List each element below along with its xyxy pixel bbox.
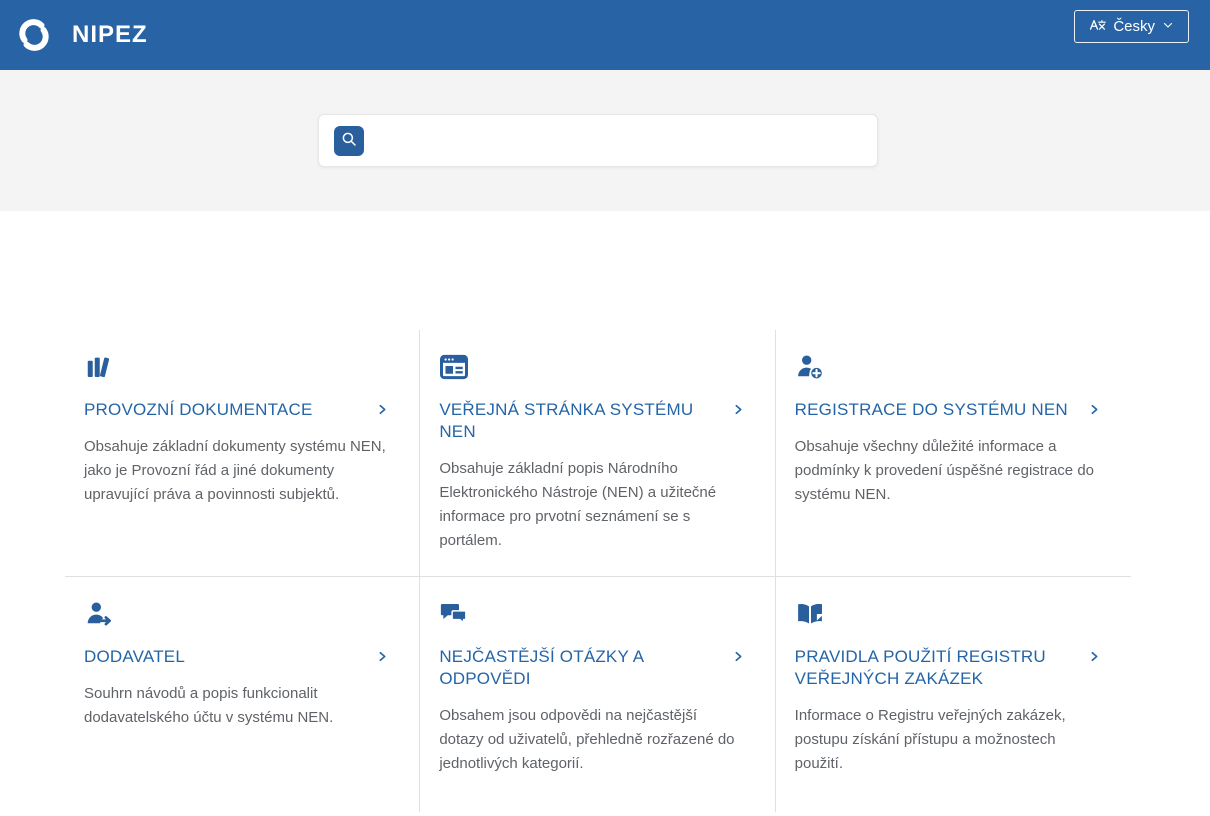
card-title: PROVOZNÍ DOKUMENTACE xyxy=(84,400,313,419)
card-description: Obsahuje základní popis Národního Elektronického Nástroje (NEN) a užitečné informace pro prvotní seznámení se s portálem. xyxy=(439,460,717,549)
chat-bubbles-icon xyxy=(439,599,744,629)
card-otazky-odpovedi xyxy=(420,577,775,812)
card-dodavatel xyxy=(65,577,420,812)
brand-title: NIPEZ xyxy=(72,21,148,48)
card-description: Obsahuje základní dokumenty systému NEN, jako je Provozní řád a jiné dokumenty upravující práva a povinnosti subjektů. xyxy=(84,438,386,503)
card-title: REGISTRACE DO SYSTÉMU NEN xyxy=(794,400,1068,419)
card-description: Obsahuje všechny důležité informace a podmínky k provedení úspěšné registrace do systému NEN. xyxy=(794,438,1094,503)
card-description: Obsahem jsou odpovědi na nejčastější dotazy od uživatelů, přehledně rozřazené do jednotlivých kategorií. xyxy=(439,707,735,772)
search-bar xyxy=(318,114,878,167)
card-title: NEJČASTĚJŠÍ OTÁZKY A ODPOVĚDI xyxy=(439,647,644,688)
chevron-down-icon xyxy=(1162,18,1174,35)
card-description: Informace o Registru veřejných zakázek, postupu získání přístupu a možnostech použití. xyxy=(794,707,1066,772)
cards-grid xyxy=(65,330,1131,812)
card-link[interactable] xyxy=(439,646,744,690)
card-title: VEŘEJNÁ STRÁNKA SYSTÉMU NEN xyxy=(439,400,694,441)
chevron-right-icon xyxy=(376,650,389,668)
language-label: Česky xyxy=(1113,18,1155,35)
chevron-right-icon xyxy=(376,403,389,421)
chevron-right-icon xyxy=(1088,650,1101,668)
card-verejna-stranka xyxy=(420,330,775,577)
search-button[interactable] xyxy=(334,126,364,156)
swirl-logo-icon xyxy=(12,13,56,57)
card-link[interactable] xyxy=(439,399,744,443)
card-link[interactable] xyxy=(795,399,1101,421)
card-description: Souhrn návodů a popis funkcionalit dodavatelského účtu v systému NEN. xyxy=(84,685,334,726)
language-selector-button[interactable] xyxy=(1074,10,1189,43)
person-add-icon xyxy=(795,352,1101,382)
chevron-right-icon xyxy=(732,650,745,668)
open-book-icon xyxy=(795,599,1101,629)
card-title: PRAVIDLA POUŽITÍ REGISTRU VEŘEJNÝCH ZAKÁZEK xyxy=(794,647,1046,688)
search-icon xyxy=(340,130,358,151)
person-arrow-icon xyxy=(84,599,389,629)
card-pravidla-registru xyxy=(776,577,1131,812)
card-link[interactable] xyxy=(84,646,389,668)
card-link[interactable] xyxy=(795,646,1101,690)
search-band xyxy=(0,70,1210,211)
books-icon xyxy=(84,352,389,382)
chevron-right-icon xyxy=(732,403,745,421)
card-registrace xyxy=(776,330,1131,577)
card-link[interactable] xyxy=(84,399,389,421)
card-title: DODAVATEL xyxy=(84,647,185,666)
browser-window-icon xyxy=(439,352,744,382)
app-header xyxy=(0,0,1210,70)
translate-icon xyxy=(1089,16,1106,37)
search-input[interactable] xyxy=(376,121,865,161)
chevron-right-icon xyxy=(1088,403,1101,421)
card-provozni-dokumentace xyxy=(65,330,420,577)
